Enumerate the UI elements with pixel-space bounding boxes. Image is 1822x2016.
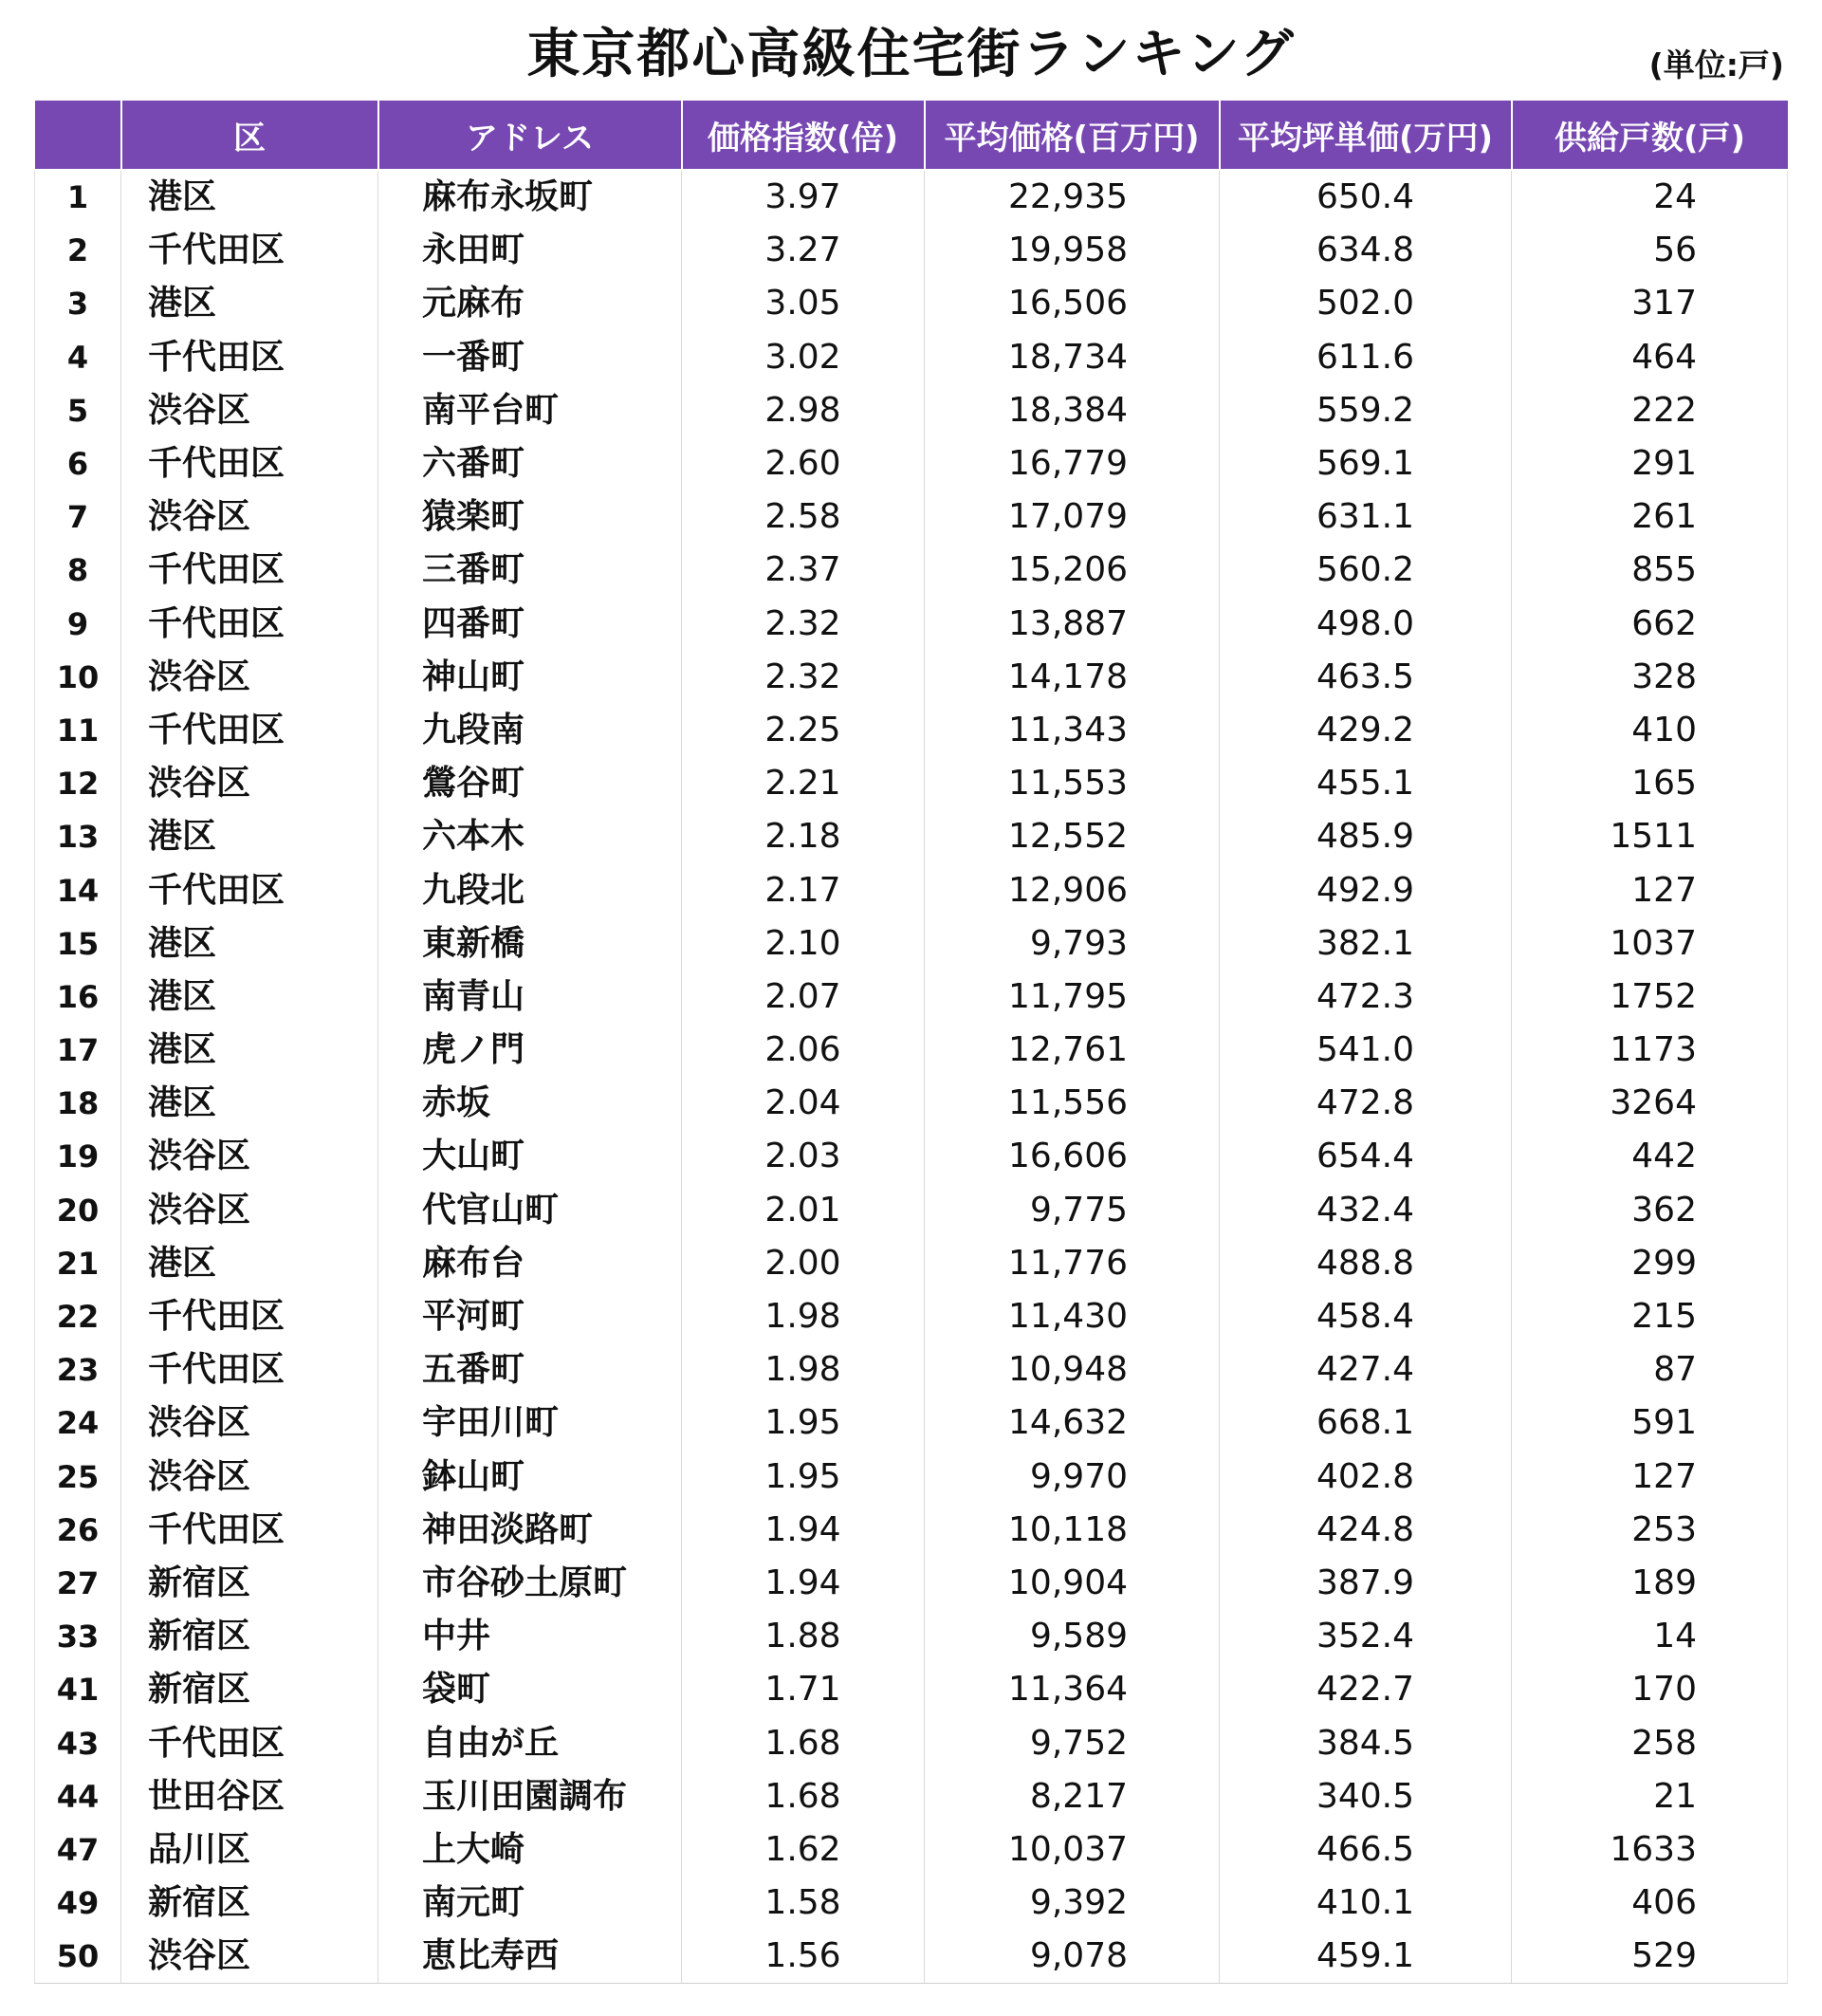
ward-cell: 港区 <box>121 1024 378 1077</box>
address-cell: 虎ノ門 <box>378 1024 682 1077</box>
rank-cell: 15 <box>35 917 121 971</box>
supply-units-cell: 406 <box>1631 1883 1697 1923</box>
address-cell: 南元町 <box>378 1877 682 1930</box>
supply-units-cell: 1037 <box>1610 923 1697 963</box>
supply-units-cell: 165 <box>1631 764 1697 804</box>
price-index-cell: 1.95 <box>682 1396 925 1450</box>
avg-price-cell: 11,795 <box>925 971 1220 1024</box>
avg-tsubo-price-cell: 459.1 <box>1220 1930 1512 1984</box>
table-row <box>35 757 1788 810</box>
supply-units-cell: 215 <box>1631 1297 1697 1337</box>
rank-cell: 5 <box>35 384 121 437</box>
ward-cell: 新宿区 <box>121 1557 378 1610</box>
address-cell: 市谷砂土原町 <box>378 1557 682 1610</box>
avg-price-cell: 10,948 <box>925 1343 1220 1396</box>
address-cell: 宇田川町 <box>378 1396 682 1450</box>
price-index-cell: 2.37 <box>682 544 925 597</box>
header-avg-price: 平均価格(百万円) <box>925 101 1220 170</box>
address-cell: 神田淡路町 <box>378 1504 682 1557</box>
price-index-cell: 2.32 <box>682 651 925 704</box>
avg-tsubo-price-cell: 429.2 <box>1220 704 1512 757</box>
avg-price-cell: 10,037 <box>925 1823 1220 1877</box>
ward-cell: 渋谷区 <box>121 757 378 810</box>
ward-cell: 千代田区 <box>121 1504 378 1557</box>
rank-cell: 49 <box>35 1877 121 1930</box>
ward-cell: 世田谷区 <box>121 1770 378 1823</box>
table-row <box>35 1770 1788 1823</box>
table-row <box>35 1877 1788 1930</box>
avg-tsubo-price-cell: 631.1 <box>1220 490 1512 544</box>
price-index-cell: 2.18 <box>682 810 925 863</box>
address-cell: 九段南 <box>378 704 682 757</box>
avg-price-cell: 11,430 <box>925 1290 1220 1343</box>
price-index-cell: 1.68 <box>682 1716 925 1769</box>
avg-price-cell: 14,632 <box>925 1396 1220 1450</box>
avg-tsubo-price-cell: 472.8 <box>1220 1077 1512 1130</box>
rank-cell: 18 <box>35 1077 121 1130</box>
rank-cell: 2 <box>35 224 121 277</box>
avg-tsubo-price-cell: 455.1 <box>1220 757 1512 810</box>
ward-cell: 渋谷区 <box>121 1930 378 1984</box>
supply-units-cell: 3264 <box>1610 1083 1697 1123</box>
price-index-cell: 2.00 <box>682 1237 925 1290</box>
avg-price-cell: 11,556 <box>925 1077 1220 1130</box>
ward-cell: 港区 <box>121 170 378 224</box>
address-cell: 麻布台 <box>378 1237 682 1290</box>
avg-tsubo-price-cell: 424.8 <box>1220 1504 1512 1557</box>
avg-tsubo-price-cell: 492.9 <box>1220 863 1512 916</box>
table-row <box>35 1343 1788 1396</box>
supply-units-cell: 317 <box>1631 284 1697 324</box>
header-price-index: 価格指数(倍) <box>682 101 925 170</box>
avg-price-cell: 19,958 <box>925 224 1220 277</box>
avg-price-cell: 10,118 <box>925 1504 1220 1557</box>
rank-cell: 13 <box>35 810 121 863</box>
rank-cell: 22 <box>35 1290 121 1343</box>
header-ward: 区 <box>121 101 378 170</box>
rank-cell: 20 <box>35 1184 121 1237</box>
table-row <box>35 810 1788 863</box>
address-cell: 東新橋 <box>378 917 682 971</box>
price-index-cell: 1.68 <box>682 1770 925 1823</box>
address-cell: 六本木 <box>378 810 682 863</box>
address-cell: 平河町 <box>378 1290 682 1343</box>
table-row <box>35 1716 1788 1769</box>
ward-cell: 千代田区 <box>121 544 378 597</box>
avg-price-cell: 9,793 <box>925 917 1220 971</box>
avg-tsubo-price-cell: 498.0 <box>1220 598 1512 651</box>
avg-tsubo-price-cell: 387.9 <box>1220 1557 1512 1610</box>
rank-cell: 14 <box>35 863 121 916</box>
avg-tsubo-price-cell: 340.5 <box>1220 1770 1512 1823</box>
page-title: 東京都心高級住宅街ランキング <box>526 24 1296 85</box>
ward-cell: 渋谷区 <box>121 1396 378 1450</box>
avg-tsubo-price-cell: 611.6 <box>1220 331 1512 384</box>
address-cell: 南青山 <box>378 971 682 1024</box>
rank-cell: 6 <box>35 437 121 490</box>
price-index-cell: 3.02 <box>682 331 925 384</box>
avg-tsubo-price-cell: 463.5 <box>1220 651 1512 704</box>
rank-cell: 26 <box>35 1504 121 1557</box>
ward-cell: 千代田区 <box>121 224 378 277</box>
address-cell: 自由が丘 <box>378 1716 682 1769</box>
supply-units-cell: 299 <box>1631 1243 1697 1283</box>
rank-cell: 16 <box>35 971 121 1024</box>
ward-cell: 千代田区 <box>121 1716 378 1769</box>
address-cell: 元麻布 <box>378 277 682 330</box>
header-avg-tsubo-price: 平均坪単価(万円) <box>1220 101 1512 170</box>
address-cell: 中井 <box>378 1610 682 1663</box>
ward-cell: 千代田区 <box>121 437 378 490</box>
avg-tsubo-price-cell: 488.8 <box>1220 1237 1512 1290</box>
supply-units-cell: 170 <box>1631 1670 1697 1710</box>
rank-cell: 33 <box>35 1610 121 1663</box>
address-cell: 鉢山町 <box>378 1451 682 1504</box>
ward-cell: 港区 <box>121 1237 378 1290</box>
ward-cell: 千代田区 <box>121 1290 378 1343</box>
supply-units-cell: 1752 <box>1610 976 1697 1016</box>
price-index-cell: 3.97 <box>682 170 925 224</box>
table-row <box>35 1930 1788 1984</box>
table-row <box>35 490 1788 544</box>
rank-cell: 24 <box>35 1396 121 1450</box>
table-row <box>35 1024 1788 1077</box>
rank-cell: 11 <box>35 704 121 757</box>
avg-tsubo-price-cell: 634.8 <box>1220 224 1512 277</box>
avg-price-cell: 14,178 <box>925 651 1220 704</box>
ward-cell: 渋谷区 <box>121 651 378 704</box>
supply-units-cell: 24 <box>1653 177 1697 217</box>
table-row <box>35 1504 1788 1557</box>
price-index-cell: 1.71 <box>682 1663 925 1716</box>
supply-units-cell: 253 <box>1631 1509 1697 1549</box>
rank-cell: 44 <box>35 1770 121 1823</box>
ward-cell: 渋谷区 <box>121 1130 378 1183</box>
table-row <box>35 224 1788 277</box>
address-cell: 神山町 <box>378 651 682 704</box>
avg-price-cell: 18,734 <box>925 331 1220 384</box>
ward-cell: 千代田区 <box>121 1343 378 1396</box>
supply-units-cell: 591 <box>1631 1403 1697 1443</box>
price-index-cell: 1.62 <box>682 1823 925 1877</box>
ward-cell: 千代田区 <box>121 704 378 757</box>
rank-cell: 7 <box>35 490 121 544</box>
supply-units-cell: 442 <box>1631 1137 1697 1176</box>
supply-units-cell: 291 <box>1631 444 1697 484</box>
rank-cell: 10 <box>35 651 121 704</box>
avg-price-cell: 9,775 <box>925 1184 1220 1237</box>
price-index-cell: 2.17 <box>682 863 925 916</box>
table-row <box>35 704 1788 757</box>
supply-units-cell: 222 <box>1631 390 1697 430</box>
table-row <box>35 331 1788 384</box>
address-cell: 玉川田園調布 <box>378 1770 682 1823</box>
avg-price-cell: 9,752 <box>925 1716 1220 1769</box>
address-cell: 上大崎 <box>378 1823 682 1877</box>
rank-cell: 12 <box>35 757 121 810</box>
address-cell: 猿楽町 <box>378 490 682 544</box>
rank-cell: 1 <box>35 170 121 224</box>
table-row <box>35 277 1788 330</box>
rank-cell: 25 <box>35 1451 121 1504</box>
table-row <box>35 1823 1788 1877</box>
table-row <box>35 971 1788 1024</box>
rank-cell: 41 <box>35 1663 121 1716</box>
avg-tsubo-price-cell: 410.1 <box>1220 1877 1512 1930</box>
address-cell: 三番町 <box>378 544 682 597</box>
table-row <box>35 1130 1788 1183</box>
supply-units-cell: 87 <box>1653 1350 1697 1390</box>
unit-note: (単位:戸) <box>1648 46 1784 83</box>
ward-cell: 渋谷区 <box>121 1184 378 1237</box>
table-row <box>35 1237 1788 1290</box>
header-supply-units: 供給戸数(戸) <box>1512 101 1788 170</box>
header-row <box>35 101 1788 170</box>
table-row <box>35 917 1788 971</box>
ranking-table <box>34 101 1788 1984</box>
table-row <box>35 1184 1788 1237</box>
price-index-cell: 2.07 <box>682 971 925 1024</box>
supply-units-cell: 1173 <box>1610 1030 1697 1070</box>
table-row <box>35 598 1788 651</box>
table-row <box>35 437 1788 490</box>
avg-tsubo-price-cell: 402.8 <box>1220 1451 1512 1504</box>
avg-price-cell: 9,078 <box>925 1930 1220 1984</box>
supply-units-cell: 189 <box>1631 1563 1697 1602</box>
header-address: アドレス <box>378 101 682 170</box>
address-cell: 代官山町 <box>378 1184 682 1237</box>
ward-cell: 千代田区 <box>121 863 378 916</box>
price-index-cell: 2.25 <box>682 704 925 757</box>
table-row <box>35 1610 1788 1663</box>
table-row <box>35 1557 1788 1610</box>
address-cell: 九段北 <box>378 863 682 916</box>
price-index-cell: 2.21 <box>682 757 925 810</box>
price-index-cell: 2.58 <box>682 490 925 544</box>
avg-tsubo-price-cell: 560.2 <box>1220 544 1512 597</box>
price-index-cell: 2.60 <box>682 437 925 490</box>
ward-cell: 千代田区 <box>121 598 378 651</box>
address-cell: 四番町 <box>378 598 682 651</box>
supply-units-cell: 464 <box>1631 337 1697 377</box>
table-row <box>35 544 1788 597</box>
price-index-cell: 1.98 <box>682 1290 925 1343</box>
ward-cell: 港区 <box>121 277 378 330</box>
ward-cell: 渋谷区 <box>121 490 378 544</box>
avg-price-cell: 13,887 <box>925 598 1220 651</box>
avg-tsubo-price-cell: 384.5 <box>1220 1716 1512 1769</box>
address-cell: 永田町 <box>378 224 682 277</box>
avg-tsubo-price-cell: 472.3 <box>1220 971 1512 1024</box>
rank-cell: 3 <box>35 277 121 330</box>
avg-tsubo-price-cell: 432.4 <box>1220 1184 1512 1237</box>
price-index-cell: 1.88 <box>682 1610 925 1663</box>
address-cell: 赤坂 <box>378 1077 682 1130</box>
supply-units-cell: 127 <box>1631 1456 1697 1496</box>
price-index-cell: 2.32 <box>682 598 925 651</box>
header-rank <box>35 101 121 170</box>
ward-cell: 港区 <box>121 917 378 971</box>
price-index-cell: 2.98 <box>682 384 925 437</box>
rank-cell: 17 <box>35 1024 121 1077</box>
price-index-cell: 1.94 <box>682 1557 925 1610</box>
price-index-cell: 1.94 <box>682 1504 925 1557</box>
address-cell: 大山町 <box>378 1130 682 1183</box>
price-index-cell: 3.27 <box>682 224 925 277</box>
table-row <box>35 170 1788 224</box>
avg-price-cell: 11,553 <box>925 757 1220 810</box>
address-cell: 一番町 <box>378 331 682 384</box>
avg-price-cell: 16,606 <box>925 1130 1220 1183</box>
avg-tsubo-price-cell: 654.4 <box>1220 1130 1512 1183</box>
rank-cell: 4 <box>35 331 121 384</box>
avg-price-cell: 11,343 <box>925 704 1220 757</box>
rank-cell: 8 <box>35 544 121 597</box>
rank-cell: 21 <box>35 1237 121 1290</box>
table-row <box>35 863 1788 916</box>
avg-price-cell: 8,217 <box>925 1770 1220 1823</box>
address-cell: 南平台町 <box>378 384 682 437</box>
avg-price-cell: 12,552 <box>925 810 1220 863</box>
price-index-cell: 3.05 <box>682 277 925 330</box>
supply-units-cell: 855 <box>1631 550 1697 590</box>
supply-units-cell: 14 <box>1653 1617 1697 1656</box>
avg-price-cell: 16,506 <box>925 277 1220 330</box>
avg-price-cell: 9,392 <box>925 1877 1220 1930</box>
avg-tsubo-price-cell: 485.9 <box>1220 810 1512 863</box>
supply-units-cell: 1511 <box>1610 817 1697 857</box>
avg-price-cell: 11,776 <box>925 1237 1220 1290</box>
address-cell: 五番町 <box>378 1343 682 1396</box>
address-cell: 袋町 <box>378 1663 682 1716</box>
table-header <box>35 101 1788 170</box>
address-cell: 六番町 <box>378 437 682 490</box>
ward-cell: 渋谷区 <box>121 384 378 437</box>
rank-cell: 43 <box>35 1716 121 1769</box>
avg-price-cell: 12,906 <box>925 863 1220 916</box>
rank-cell: 47 <box>35 1823 121 1877</box>
avg-price-cell: 18,384 <box>925 384 1220 437</box>
rank-cell: 9 <box>35 598 121 651</box>
avg-tsubo-price-cell: 458.4 <box>1220 1290 1512 1343</box>
avg-price-cell: 16,779 <box>925 437 1220 490</box>
avg-tsubo-price-cell: 466.5 <box>1220 1823 1512 1877</box>
supply-units-cell: 529 <box>1512 1930 1788 1984</box>
supply-units-cell: 328 <box>1631 657 1697 696</box>
address-cell: 鶯谷町 <box>378 757 682 810</box>
rank-cell: 19 <box>35 1130 121 1183</box>
table-row <box>35 1396 1788 1450</box>
ward-cell: 新宿区 <box>121 1663 378 1716</box>
supply-units-cell: 662 <box>1631 603 1697 643</box>
avg-price-cell: 9,970 <box>925 1451 1220 1504</box>
price-index-cell: 2.01 <box>682 1184 925 1237</box>
avg-tsubo-price-cell: 382.1 <box>1220 917 1512 971</box>
price-index-cell: 1.56 <box>682 1930 925 1984</box>
ward-cell: 新宿区 <box>121 1877 378 1930</box>
price-index-cell: 2.03 <box>682 1130 925 1183</box>
avg-tsubo-price-cell: 569.1 <box>1220 437 1512 490</box>
ward-cell: 千代田区 <box>121 331 378 384</box>
rank-cell: 23 <box>35 1343 121 1396</box>
avg-tsubo-price-cell: 427.4 <box>1220 1343 1512 1396</box>
supply-units-cell: 261 <box>1631 497 1697 537</box>
address-cell: 恵比寿西 <box>378 1930 682 1984</box>
table-row <box>35 1451 1788 1504</box>
supply-units-cell: 127 <box>1631 870 1697 910</box>
price-index-cell: 2.06 <box>682 1024 925 1077</box>
avg-price-cell: 22,935 <box>925 170 1220 224</box>
ward-cell: 港区 <box>121 810 378 863</box>
rank-cell: 27 <box>35 1557 121 1610</box>
supply-units-cell: 56 <box>1653 231 1697 270</box>
rank-cell: 50 <box>35 1930 121 1984</box>
avg-tsubo-price-cell: 541.0 <box>1220 1024 1512 1077</box>
supply-units-cell: 362 <box>1631 1190 1697 1230</box>
address-cell: 麻布永坂町 <box>378 170 682 224</box>
table-row <box>35 1290 1788 1343</box>
ward-cell: 渋谷区 <box>121 1451 378 1504</box>
avg-price-cell: 15,206 <box>925 544 1220 597</box>
ward-cell: 新宿区 <box>121 1610 378 1663</box>
avg-price-cell: 11,364 <box>925 1663 1220 1716</box>
table-row <box>35 651 1788 704</box>
avg-tsubo-price-cell: 668.1 <box>1220 1396 1512 1450</box>
avg-tsubo-price-cell: 502.0 <box>1220 277 1512 330</box>
avg-tsubo-price-cell: 650.4 <box>1220 170 1512 224</box>
avg-tsubo-price-cell: 352.4 <box>1220 1610 1512 1663</box>
price-index-cell: 2.10 <box>682 917 925 971</box>
table-body <box>35 170 1788 1984</box>
ward-cell: 港区 <box>121 1077 378 1130</box>
avg-price-cell: 10,904 <box>925 1557 1220 1610</box>
price-index-cell: 1.98 <box>682 1343 925 1396</box>
price-index-cell: 2.04 <box>682 1077 925 1130</box>
avg-price-cell: 12,761 <box>925 1024 1220 1077</box>
supply-units-cell: 258 <box>1631 1723 1697 1763</box>
avg-tsubo-price-cell: 559.2 <box>1220 384 1512 437</box>
avg-price-cell: 9,589 <box>925 1610 1220 1663</box>
supply-units-cell: 1633 <box>1610 1829 1697 1869</box>
ward-cell: 港区 <box>121 971 378 1024</box>
supply-units-cell: 410 <box>1631 710 1697 749</box>
table-row <box>35 1663 1788 1716</box>
avg-tsubo-price-cell: 422.7 <box>1220 1663 1512 1716</box>
price-index-cell: 1.58 <box>682 1877 925 1930</box>
avg-price-cell: 17,079 <box>925 490 1220 544</box>
table-row <box>35 384 1788 437</box>
supply-units-cell: 21 <box>1653 1776 1697 1816</box>
price-index-cell: 1.95 <box>682 1451 925 1504</box>
ward-cell: 品川区 <box>121 1823 378 1877</box>
table-row <box>35 1077 1788 1130</box>
